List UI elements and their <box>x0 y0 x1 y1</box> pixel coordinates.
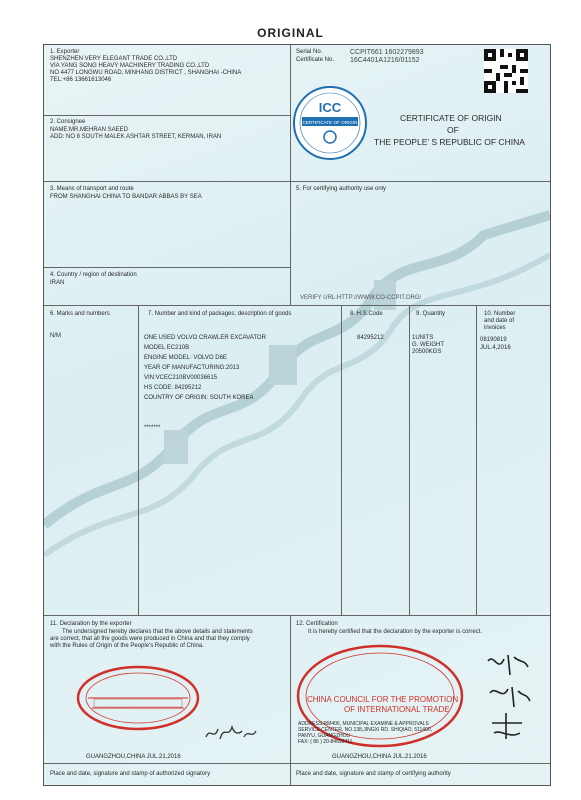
exporter-label: 1. Exporter <box>50 49 80 55</box>
transport-label: 3. Means of transport and route <box>50 186 134 192</box>
column-header-invoice: invoices <box>484 325 506 331</box>
consignee-label: 2. Consignee <box>50 119 86 125</box>
description-line: HS CODE: 84295212 <box>144 385 202 391</box>
description-terminator: ******* <box>144 425 161 431</box>
hscode-value: 84295212 <box>357 335 384 341</box>
page-title: ORIGINAL <box>257 26 324 40</box>
exporter-line: TEL:+86 13661613046 <box>50 77 112 83</box>
declaration-text: The undersigned hereby declares that the above details and statements <box>62 629 253 635</box>
heading-line2: OF <box>447 125 459 135</box>
destination-label: 4. Country / region of destination <box>50 272 137 278</box>
column-header-marks: 6. Marks and numbers <box>50 311 110 317</box>
column-header-hscode: 8. H.S.Code <box>350 311 383 317</box>
exporter-line: NO 4477 LONGWU ROAD, MINHANG DISTRICT , SHANGHAI -CHINA <box>50 70 242 76</box>
serial-label: Serial No. <box>296 49 323 55</box>
heading-line3: THE PEOPLE' S REPUBLIC OF CHINA <box>374 137 525 147</box>
description-line: MODEL EC210B <box>144 345 190 351</box>
destination-value: IRAN <box>50 280 65 286</box>
consignee-line: NAME:MR.MEHRAN SAEED <box>50 127 129 133</box>
certifier-address: ADDRESS:RM406, MUNICIPAL EXAMINE & APPROVALS <box>298 721 429 727</box>
transport-value: FROM SHANGHAI CHINA TO BANDAR ABBAS BY SEA <box>50 194 202 200</box>
divider <box>476 305 477 615</box>
divider <box>44 181 550 182</box>
declaration-place-date: GUANGZHOU,CHINA JUL.21,2016 <box>86 754 181 760</box>
exporter-company-seal <box>74 663 202 733</box>
certification-place-date: GUANGZHOU,CHINA JUL.21,2016 <box>332 754 427 760</box>
qr-code-icon <box>484 49 528 93</box>
divider <box>409 305 410 615</box>
divider <box>44 267 290 268</box>
authority-label: 5. For certifying authority use only <box>296 186 387 192</box>
certifier-fax: FAX: ( 86 ) 20-84693411 <box>298 739 353 745</box>
quantity-line: G. WEIGHT <box>412 342 444 348</box>
certification-label: 12. Certification <box>296 621 338 627</box>
certification-text: It is hereby certified that the declaration by the exporter is correct. <box>308 629 483 635</box>
column-header-description: 7. Number and kind of packages; description of goods <box>148 311 292 317</box>
divider <box>44 305 550 306</box>
certificate-no-value: 16C4401A1216/01152 <box>350 57 420 64</box>
description-line: VIN:VCEC210BV00036615 <box>144 375 218 381</box>
logo-band: CERTIFICATE OF ORIGIN <box>302 120 358 125</box>
description-line: COUNTRY OF ORIGIN: SOUTH KOREA <box>144 395 254 401</box>
heading-line1: CERTIFICATE OF ORIGIN <box>400 113 502 123</box>
certificate-form <box>43 44 551 786</box>
description-line: ONE USED VOLVO CRAWLER EXCAVATOR <box>144 335 266 341</box>
divider <box>341 305 342 615</box>
divider <box>138 305 139 615</box>
verify-url: VERIFY URL:HTTP://WWW.CO-CCPIT.ORG/ <box>300 295 422 301</box>
consignee-line: ADD: NO 8 SOUTH MALEK ASHTAR STREET, KERMAN, IRAN <box>50 134 222 140</box>
marks-value: N/M <box>50 333 61 339</box>
description-line: YEAR OF MANUFACTURING:2013 <box>144 365 240 371</box>
seal-text: CHINA COUNCIL FOR THE PROMOTION <box>307 695 459 704</box>
quantity-line: 1UNITS <box>412 335 434 341</box>
certifier-address: PANYU, GUANGZHOU <box>298 733 351 739</box>
quantity-line: 20500KGS <box>412 349 442 355</box>
column-header-quantity: 9. Quantity <box>416 311 446 317</box>
certification-footer: Place and date, signature and stamp of certifying authority <box>296 771 451 777</box>
description-line: ENGINE MODEL: VOLVO D6E <box>144 355 227 361</box>
great-wall-watermark <box>44 195 550 635</box>
declaration-label: 11. Declaration by the exporter <box>50 621 132 627</box>
declaration-text: with the Rules of Origin of the People's Republic of China. <box>50 643 204 649</box>
certificate-no-label: Certificate No. <box>296 57 335 63</box>
certifier-address: SERVICE CENTER, NO.138,JINGXI RD. SHIQIAO, 511400, <box>298 727 433 733</box>
column-header-invoice: and date of <box>484 318 515 324</box>
serial-value: CCPIT661 1602279893 <box>350 49 424 56</box>
certifier-signature <box>480 649 534 743</box>
divider <box>44 115 290 116</box>
invoice-date: JUL.4,2016 <box>480 345 511 351</box>
divider <box>44 615 550 616</box>
exporter-line: VIA YANG SONG HEAVY MACHINERY TRADING CO.,LTD <box>50 63 210 69</box>
seal-text: OF INTERNATIONAL TRADE <box>344 705 450 714</box>
invoice-number: 08190819 <box>480 337 507 343</box>
divider <box>44 763 550 764</box>
declaration-text: are correct, that all the goods were produced in China and that they comply <box>50 636 250 642</box>
column-header-invoice: 10. Number <box>484 311 516 317</box>
divider <box>290 45 291 305</box>
divider <box>290 615 291 785</box>
logo-abbr: ICC <box>318 100 342 115</box>
exporter-signature <box>202 721 260 745</box>
declaration-footer: Place and date, signature and stamp of authorized signatory <box>50 771 211 777</box>
exporter-line: SHENZHEN VERY ELEGANT TRADE CO.,LTD <box>50 56 178 62</box>
icc-logo-icon <box>292 85 368 161</box>
